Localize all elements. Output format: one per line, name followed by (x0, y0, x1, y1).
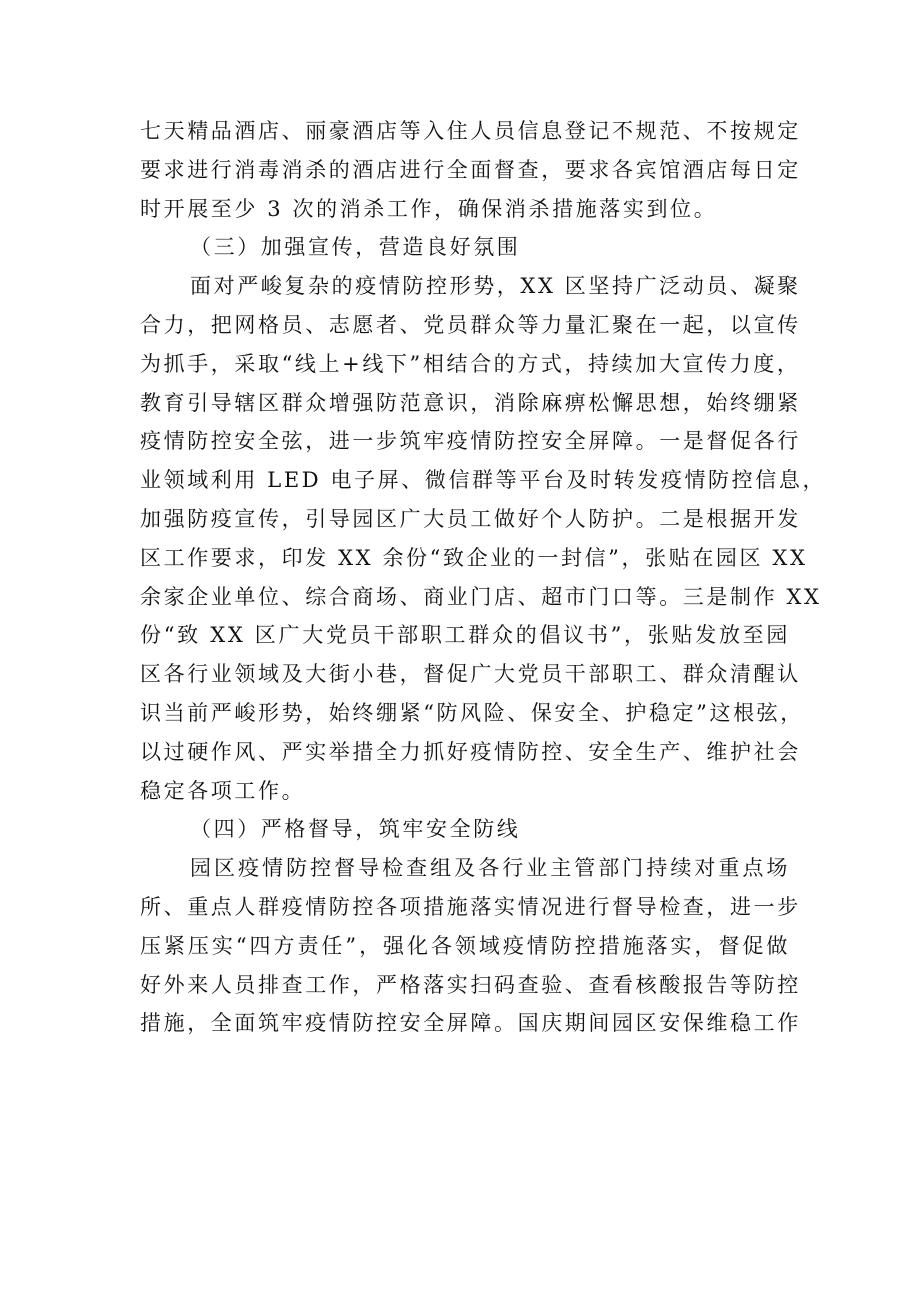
paragraph-2-line-12: 识当前严峻形势，始终绷紧“防风险、保安全、护稳定”这根弦， (140, 700, 804, 725)
paragraph-2-line-2: 合力，把网格员、志愿者、党员群众等力量汇聚在一起，以宣传 (140, 312, 801, 337)
paragraph-2-line-1: 面对严峻复杂的疫情防控形势，XX 区坚持广泛动员、凝聚 (190, 274, 801, 299)
section-heading-3: （三）加强宣传，营造良好氛围 (190, 235, 521, 260)
document-body (140, 112, 827, 1043)
paragraph-2-line-4: 教育引导辖区群众增强防范意识，消除麻痹松懈思想，始终绷紧 (140, 390, 801, 415)
section-heading-4: （四）严格督导，筑牢安全防线 (190, 817, 521, 842)
paragraph-2-line-3: 为抓手，采取“线上+线下”相结合的方式，持续加大宣传力度， (140, 351, 801, 376)
paragraph-1-line-3: 时开展至少 3 次的消杀工作，确保消杀措施落实到位。 (140, 196, 718, 221)
paragraph-2-line-8: 区工作要求，印发 XX 余份“致企业的一封信”，张贴在园区 XX (140, 545, 808, 570)
paragraph-3-line-4: 好外来人员排查工作，严格落实扫码查验、查看核酸报告等防控 (140, 972, 801, 997)
paragraph-3-line-5: 措施，全面筑牢疫情防控安全屏障。国庆期间园区安保维稳工作 (140, 1011, 801, 1036)
paragraph-2-line-10: 份“致 XX 区广大党员干部职工群众的倡议书”，张贴发放至园 (140, 623, 790, 648)
paragraph-2-line-11: 区各行业领域及大街小巷，督促广大党员干部职工、群众清醒认 (140, 662, 801, 687)
paragraph-1-line-2: 要求进行消毒消杀的酒店进行全面督查，要求各宾馆酒店每日定 (140, 157, 801, 182)
paragraph-3-line-1: 园区疫情防控督导检查组及各行业主管部门持续对重点场 (190, 856, 790, 881)
paragraph-2-line-7: 加强防疫宣传，引导园区广大员工做好个人防护。二是根据开发 (140, 506, 801, 531)
paragraph-2-line-6: 业领域利用 LED 电子屏、微信群等平台及时转发疫情防控信息， (140, 468, 827, 493)
paragraph-2-line-5: 疫情防控安全弦，进一步筑牢疫情防控安全屏障。一是督促各行 (140, 429, 801, 454)
paragraph-2-line-13: 以过硬作风、严实举措全力抓好疫情防控、安全生产、维护社会 (140, 739, 801, 764)
paragraph-2-line-9: 余家企业单位、综合商场、商业门店、超市门口等。三是制作 XX (140, 584, 822, 609)
paragraph-1-line-1: 七天精品酒店、丽豪酒店等入住人员信息登记不规范、不按规定 (140, 119, 801, 143)
paragraph-3-line-2: 所、重点人群疫情防控各项措施落实情况进行督导检查，进一步 (140, 894, 801, 919)
paragraph-3-line-3: 压紧压实“四方责任”，强化各领域疫情防控措施落实，督促做 (140, 933, 790, 958)
paragraph-2-line-14: 稳定各项工作。 (140, 778, 306, 803)
